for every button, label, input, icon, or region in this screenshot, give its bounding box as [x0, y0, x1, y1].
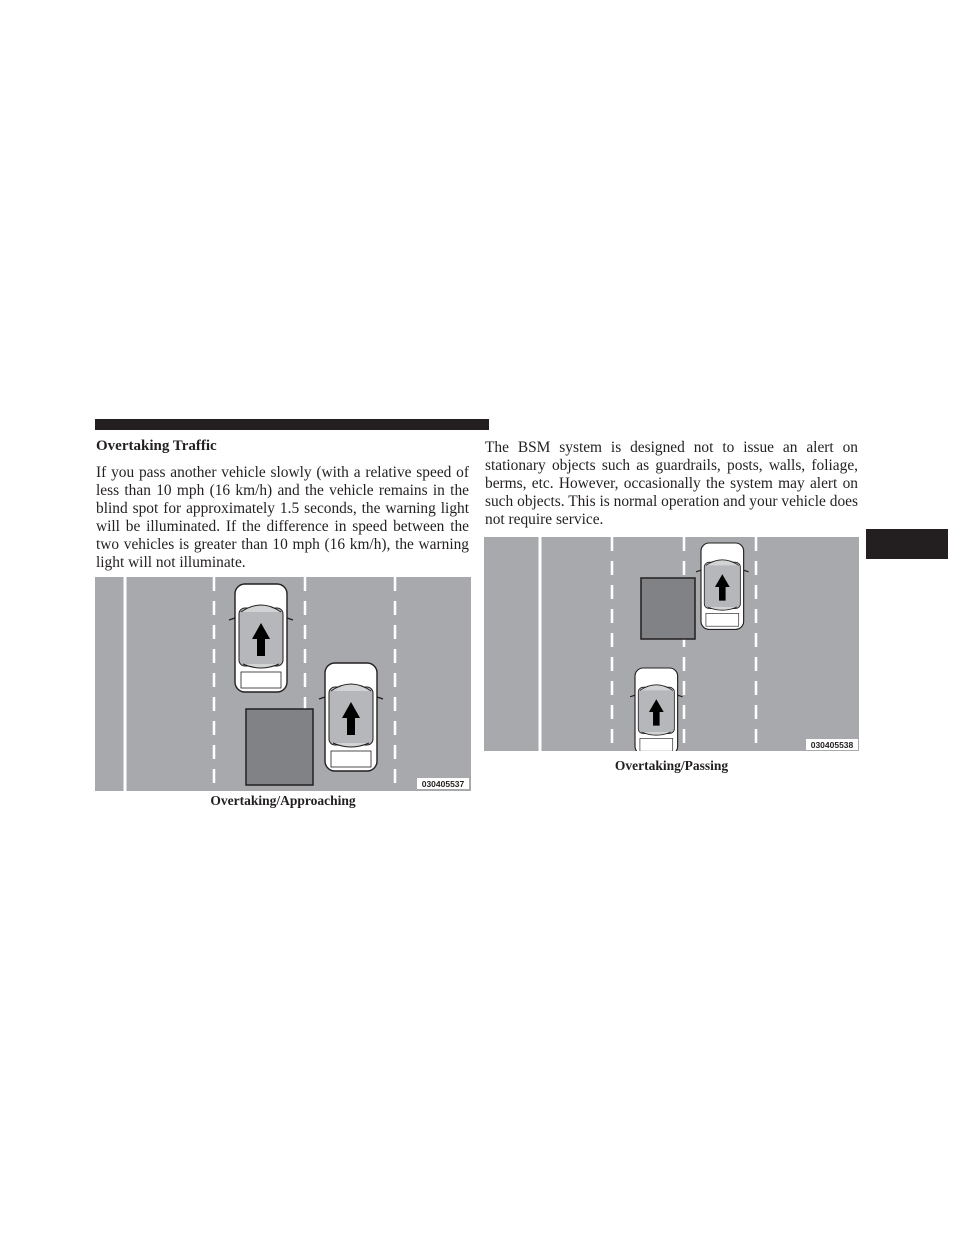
- your-vehicle: [319, 663, 383, 771]
- other-vehicle: [229, 584, 293, 692]
- blind-spot-zone: [246, 709, 313, 785]
- bsm-paragraph: The BSM system is designed not to issue an alert on stationary objects such as guardrails, posts, walls, foliage, berms, etc. However, occasionally the system may alert on such objects. This is normal operation and your vehicle does not require service.: [485, 439, 858, 528]
- other-vehicle: [696, 543, 748, 629]
- section-heading: Overtaking Traffic: [96, 438, 217, 454]
- figure-id: 030405538: [810, 740, 854, 750]
- chapter-tab: [866, 529, 948, 559]
- figure-caption: Overtaking/Approaching: [210, 793, 356, 808]
- overtaking-paragraph: If you pass another vehicle slowly (with a relative speed of less than 10 mph (16 km/h) and the vehicle remains in the blind spot for approximately 1.5 seconds, the warning light will be illuminated. If the difference in speed between the two vehicles is greater than 10 mph (16 km/h), the warning light will not illuminate.: [96, 464, 469, 571]
- blind-spot-zone: [641, 578, 695, 639]
- figure-overtaking-passing: [484, 537, 859, 751]
- figure-caption: Overtaking/Passing: [614, 758, 729, 773]
- your-vehicle: [630, 668, 682, 751]
- section-rule: [95, 419, 489, 430]
- figure-id: 030405537: [421, 779, 465, 789]
- figure-overtaking-approaching: [95, 577, 471, 791]
